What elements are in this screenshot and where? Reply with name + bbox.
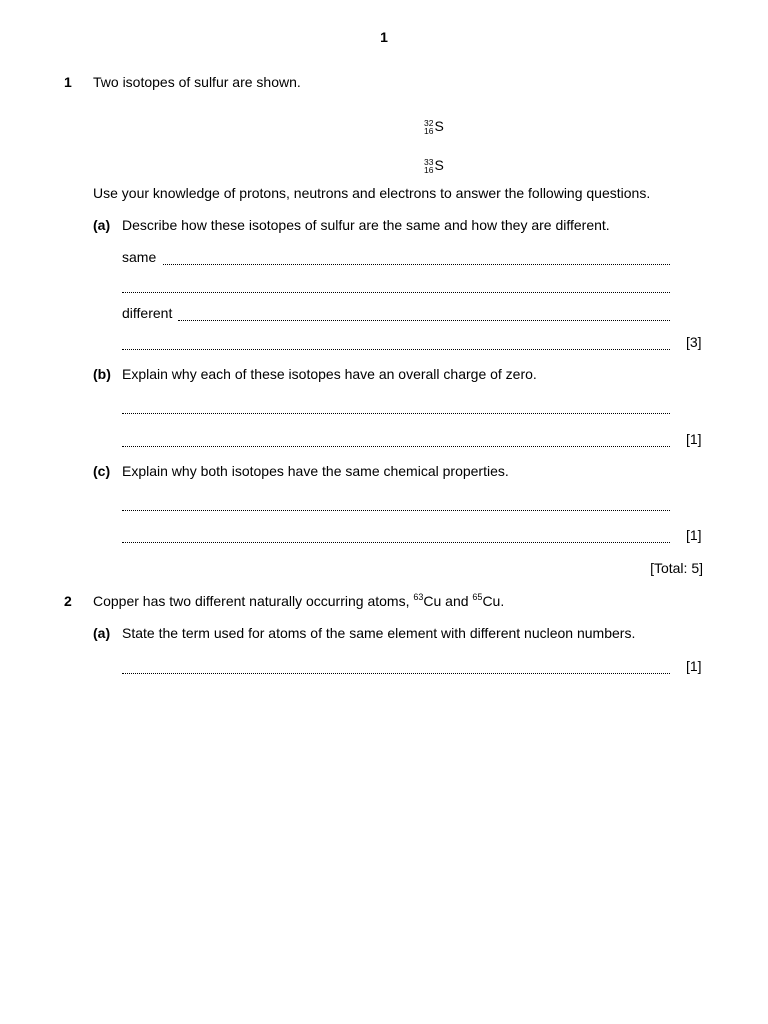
- part-a-label: (a): [93, 217, 111, 233]
- question-1-stem: Two isotopes of sulfur are shown.: [93, 74, 301, 90]
- question-1-number: 1: [64, 74, 72, 90]
- isotope-atomic-number: 16: [424, 165, 434, 176]
- isotope-sulfur-32: [424, 118, 444, 135]
- isotope-symbol: S: [434, 157, 444, 173]
- marks-part-b: [1]: [686, 431, 702, 447]
- stem-text: .: [500, 593, 505, 609]
- isotope-mass-number: 33: [424, 157, 434, 168]
- answer-line[interactable]: [122, 430, 670, 447]
- marks-part-a: [3]: [686, 334, 702, 350]
- answer-line[interactable]: [122, 276, 670, 293]
- marks-q2-part-a: [1]: [686, 658, 702, 674]
- copper-65-mass: 65: [472, 592, 483, 602]
- copper-symbol: Cu: [482, 593, 501, 609]
- different-label: different: [122, 305, 173, 321]
- stem-text: Copper has two different naturally occurring atoms,: [93, 593, 414, 609]
- part-b-text: Explain why each of these isotopes have an overall charge of zero.: [122, 366, 537, 382]
- q2-part-a-label: (a): [93, 625, 111, 641]
- isotope-symbol: S: [434, 118, 444, 134]
- answer-line[interactable]: [122, 657, 670, 674]
- question-2-stem: [93, 593, 504, 609]
- q2-part-a-text: State the term used for atoms of the same element with different nucleon numbers.: [122, 625, 636, 641]
- question-1-total: [Total: 5]: [650, 560, 703, 576]
- isotope-sulfur-33: [424, 157, 444, 174]
- answer-line[interactable]: [122, 397, 670, 414]
- answer-line-same[interactable]: [163, 248, 670, 265]
- part-c-label: (c): [93, 463, 111, 479]
- copper-63-mass: 63: [413, 592, 424, 602]
- isotope-mass-number: 32: [424, 118, 434, 129]
- copper-symbol: Cu: [423, 593, 442, 609]
- answer-line[interactable]: [122, 526, 670, 543]
- question-1-instruction: Use your knowledge of protons, neutrons and electrons to answer the following questions.: [93, 185, 651, 201]
- part-b-label: (b): [93, 366, 111, 382]
- part-c-text: Explain why both isotopes have the same chemical properties.: [122, 463, 509, 479]
- isotope-atomic-number: 16: [424, 126, 434, 137]
- part-a-text: Describe how these isotopes of sulfur are the same and how they are different.: [122, 217, 610, 233]
- marks-part-c: [1]: [686, 527, 702, 543]
- page-number: 1: [380, 29, 388, 45]
- stem-text: and: [441, 593, 473, 609]
- question-2-number: 2: [64, 593, 72, 609]
- answer-line-different[interactable]: [178, 304, 670, 321]
- answer-line[interactable]: [122, 333, 670, 350]
- same-label: same: [122, 249, 157, 265]
- answer-line[interactable]: [122, 494, 670, 511]
